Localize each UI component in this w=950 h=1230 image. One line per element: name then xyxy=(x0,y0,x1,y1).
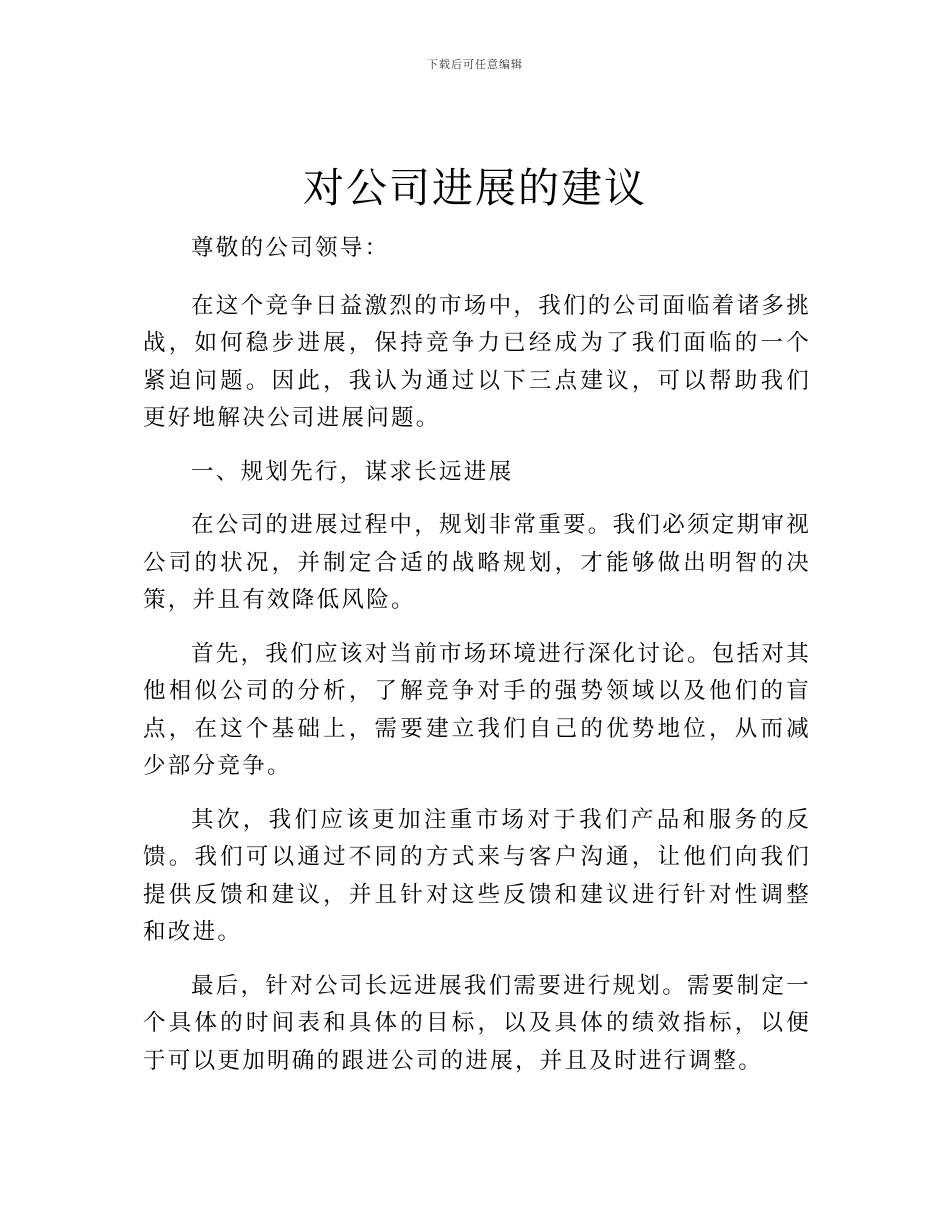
paragraph-second: 其次，我们应该更加注重市场对于我们产品和服务的反馈。我们可以通过不同的方式来与客户沟通，让他们向我们提供反馈和建议，并且针对这些反馈和建议进行针对性调整和改进。 xyxy=(143,806,811,945)
paragraph-planning: 在公司的进展过程中，规划非常重要。我们必须定期审视公司的状况，并制定合适的战略规划，才能够做出明智的决策，并且有效降低风险。 xyxy=(143,512,812,613)
document-body xyxy=(143,230,811,1096)
salutation: 尊敬的公司领导： xyxy=(191,235,390,261)
header-note: 下载后可任意编辑 xyxy=(427,58,523,71)
paragraph-first: 首先，我们应该对当前市场环境进行深化讨论。包括对其他相似公司的分析，了解竞争对手的强势领域以及他们的盲点，在这个基础上，需要建立我们自己的优势地位，从而减少部分竞争。 xyxy=(143,640,812,779)
document-title: 对公司进展的建议 xyxy=(303,164,647,212)
paragraph-intro: 在这个竞争日益激烈的市场中，我们的公司面临着诸多挑战，如何稳步进展，保持竞争力已经成为了我们面临的一个紧迫问题。因此，我认为通过以下三点建议，可以帮助我们更好地解决公司进展问题。 xyxy=(143,292,812,431)
paragraph-last: 最后，针对公司长远进展我们需要进行规划。需要制定一个具体的时间表和具体的目标，以及具体的绩效指标，以便于可以更加明确的跟进公司的进展，并且及时进行调整。 xyxy=(143,972,812,1074)
section-heading: 一、规划先行，谋求长远进展 xyxy=(191,458,514,485)
